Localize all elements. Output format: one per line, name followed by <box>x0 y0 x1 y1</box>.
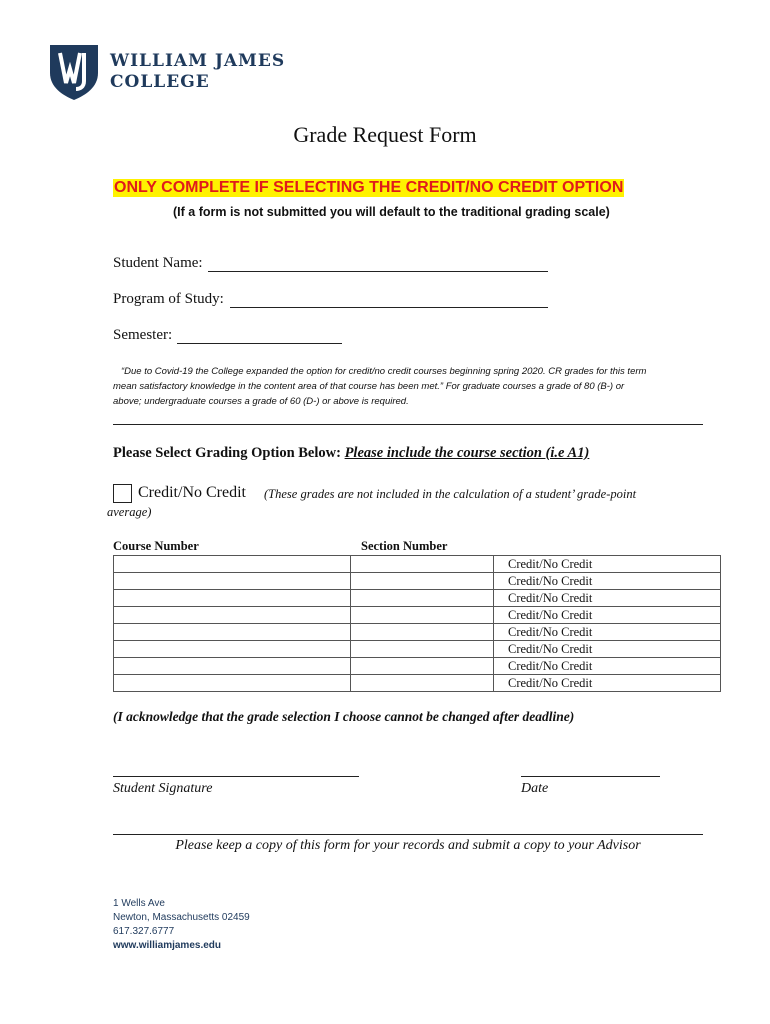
section-number-cell[interactable] <box>351 573 494 590</box>
covid-note-line3: above; undergraduate courses a grade of 60 (D-) or above is required. <box>113 396 409 407</box>
credit-option-note-line1: (These grades are not included in the calculation of a student’ grade-point <box>264 487 637 501</box>
course-number-cell[interactable] <box>114 607 351 624</box>
credit-option-label: Credit/No Credit <box>138 484 246 501</box>
grade-option-cell: Credit/No Credit <box>494 658 721 675</box>
program-field[interactable] <box>230 306 548 308</box>
student-signature-label: Student Signature <box>113 781 213 796</box>
college-logo <box>48 43 286 103</box>
logo-line1: WILLIAM JAMES <box>110 51 286 71</box>
form-title: Grade Request Form <box>293 122 477 147</box>
date-field[interactable] <box>521 775 660 777</box>
col-section-header: Section Number <box>361 539 448 553</box>
semester-field[interactable] <box>177 342 342 344</box>
section-number-cell[interactable] <box>351 624 494 641</box>
grade-option-cell: Credit/No Credit <box>494 641 721 658</box>
section-number-cell[interactable] <box>351 556 494 573</box>
table-row <box>114 675 721 692</box>
course-number-cell[interactable] <box>114 641 351 658</box>
student-name-label: Student Name: <box>113 255 203 271</box>
student-name-field[interactable] <box>208 270 548 272</box>
grade-option-cell: Credit/No Credit <box>494 607 721 624</box>
student-signature-field[interactable] <box>113 775 359 777</box>
select-heading-emphasis: Please include the course section (i.e A1) <box>344 445 590 461</box>
table-row <box>114 624 721 641</box>
table-row <box>114 658 721 675</box>
credit-option-note-line2: average) <box>107 505 152 519</box>
footer-note: Please keep a copy of this form for your records and submit a copy to your Advisor <box>175 838 641 853</box>
grade-option-cell: Credit/No Credit <box>494 573 721 590</box>
course-number-cell[interactable] <box>114 573 351 590</box>
table-row <box>114 590 721 607</box>
course-number-cell[interactable] <box>114 556 351 573</box>
acknowledgement: (I acknowledge that the grade selection I choose cannot be changed after deadline) <box>113 709 575 724</box>
grade-option-cell: Credit/No Credit <box>494 590 721 607</box>
course-number-cell[interactable] <box>114 658 351 675</box>
table-row <box>114 573 721 590</box>
warning-subtext: (If a form is not submitted you will default to the traditional grading scale) <box>173 205 610 219</box>
course-number-cell[interactable] <box>114 624 351 641</box>
wj-shield-icon <box>48 43 100 101</box>
address-phone: 617.327.6777 <box>113 926 175 937</box>
section-number-cell[interactable] <box>351 590 494 607</box>
course-number-cell[interactable] <box>114 675 351 692</box>
course-table <box>113 555 721 692</box>
covid-note-line1: “Due to Covid-19 the College expanded the option for credit/no credit courses beginning spring 2020. CR grades for this term <box>121 366 647 377</box>
address-line2: Newton, Massachusetts 02459 <box>113 912 250 923</box>
section-number-cell[interactable] <box>351 658 494 675</box>
warning-banner: ONLY COMPLETE IF SELECTING THE CREDIT/NO CREDIT OPTION <box>114 179 624 196</box>
select-heading-prefix: Please Select Grading Option Below: <box>113 445 341 461</box>
program-label: Program of Study: <box>113 291 224 307</box>
col-course-header: Course Number <box>113 539 199 553</box>
divider <box>113 424 703 425</box>
table-row <box>114 556 721 573</box>
section-number-cell[interactable] <box>351 607 494 624</box>
covid-note <box>113 364 646 409</box>
covid-note-line2: mean satisfactory knowledge in the content area of that course has been met.” For graduate courses a grade of 80 (B-) or <box>113 381 625 392</box>
logo-line2: COLLEGE <box>110 72 210 92</box>
footer-divider <box>113 834 703 835</box>
grade-option-cell: Credit/No Credit <box>494 556 721 573</box>
table-row <box>114 607 721 624</box>
grade-option-cell: Credit/No Credit <box>494 675 721 692</box>
date-label: Date <box>521 781 549 796</box>
address-website[interactable]: www.williamjames.edu <box>113 940 221 951</box>
semester-label: Semester: <box>113 327 173 343</box>
table-row <box>114 641 721 658</box>
select-heading <box>113 445 589 462</box>
credit-checkbox[interactable] <box>113 484 132 503</box>
grade-option-cell: Credit/No Credit <box>494 624 721 641</box>
section-number-cell[interactable] <box>351 641 494 658</box>
section-number-cell[interactable] <box>351 675 494 692</box>
address-line1: 1 Wells Ave <box>113 898 165 909</box>
address-block <box>113 897 250 953</box>
course-number-cell[interactable] <box>114 590 351 607</box>
